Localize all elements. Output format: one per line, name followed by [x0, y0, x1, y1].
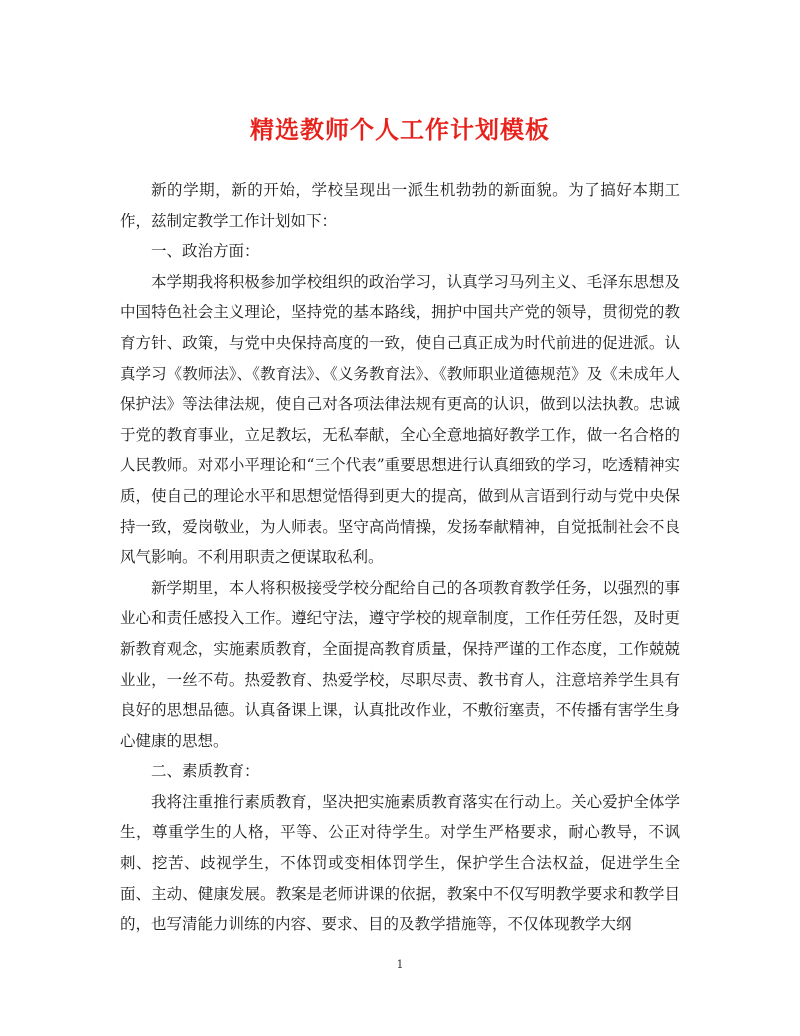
section-heading-quality-education: 二、素质教育： — [151, 762, 260, 781]
section-heading-politics: 一、政治方面： — [151, 242, 260, 261]
paragraph-politics: 本学期我将积极参加学校组织的政治学习，认真学习马列主义、毛泽东思想及中国特色社会主义理论，坚持党的基本路线，拥护中国共产党的领导，贯彻党的教育方针、政策，与党中央保持高度的一致，使自己真正成为时代前进的促进派。认真学习《教师法》、《教育法》、《义务教育法》、《教师职业道德规范》及《未成年人保护法》等法律法规，使自己对各项法律法规有更高的认识，做到以法执教。忠诚于党的教育事业，立足教坛，无私奉献，全心全意地搞好教学工作，做一名合格的人民教师。对邓小平理论和“三个代表”重要思想进行认真细致的学习，吃透精神实质，使自己的理论水平和思想觉悟得到更大的提高，做到从言语到行动与党中央保持一致，爱岗敬业，为人师表。坚守高尚情操，发扬奉献精神，自觉抵制社会不良风气影响。不利用职责之便谋取私利。 — [120, 272, 680, 567]
paragraph-quality-education: 我将注重推行素质教育，坚决把实施素质教育落实在行动上。关心爱护全体学生，尊重学生的人格，平等、公正对待学生。对学生严格要求，耐心教导，不讽刺、挖苦、歧视学生，不体罚或变相体罚学生，保护学生合法权益，促进学生全面、主动、健康发展。教案是老师讲课的依据，教案中不仅写明教学要求和教学目的，也写清能力训练的内容、要求、目的及教学措施等，不仅体现教学大纲 — [120, 792, 680, 934]
document-body — [120, 175, 680, 940]
paragraph-intro: 新的学期，新的开始，学校呈现出一派生机勃勃的新面貌。为了搞好本期工作，兹制定教学工作计划如下： — [120, 181, 680, 230]
document-title: 精选教师个人工作计划模板 — [250, 115, 550, 144]
page-number: 1 — [396, 958, 404, 971]
paragraph-duties: 新学期里，本人将积极接受学校分配给自己的各项教育教学任务，以强烈的事业心和责任感投入工作。遵纪守法，遵守学校的规章制度，工作任劳任怨，及时更新教育观念，实施素质教育，全面提高教育质量，保持严谨的工作态度，工作兢兢业业，一丝不苟。热爱教育、热爱学校，尽职尽责、教书育人，注意培养学生具有良好的思想品德。认真备课上课，认真批改作业，不敷衍塞责，不传播有害学生身心健康的思想。 — [120, 578, 680, 750]
